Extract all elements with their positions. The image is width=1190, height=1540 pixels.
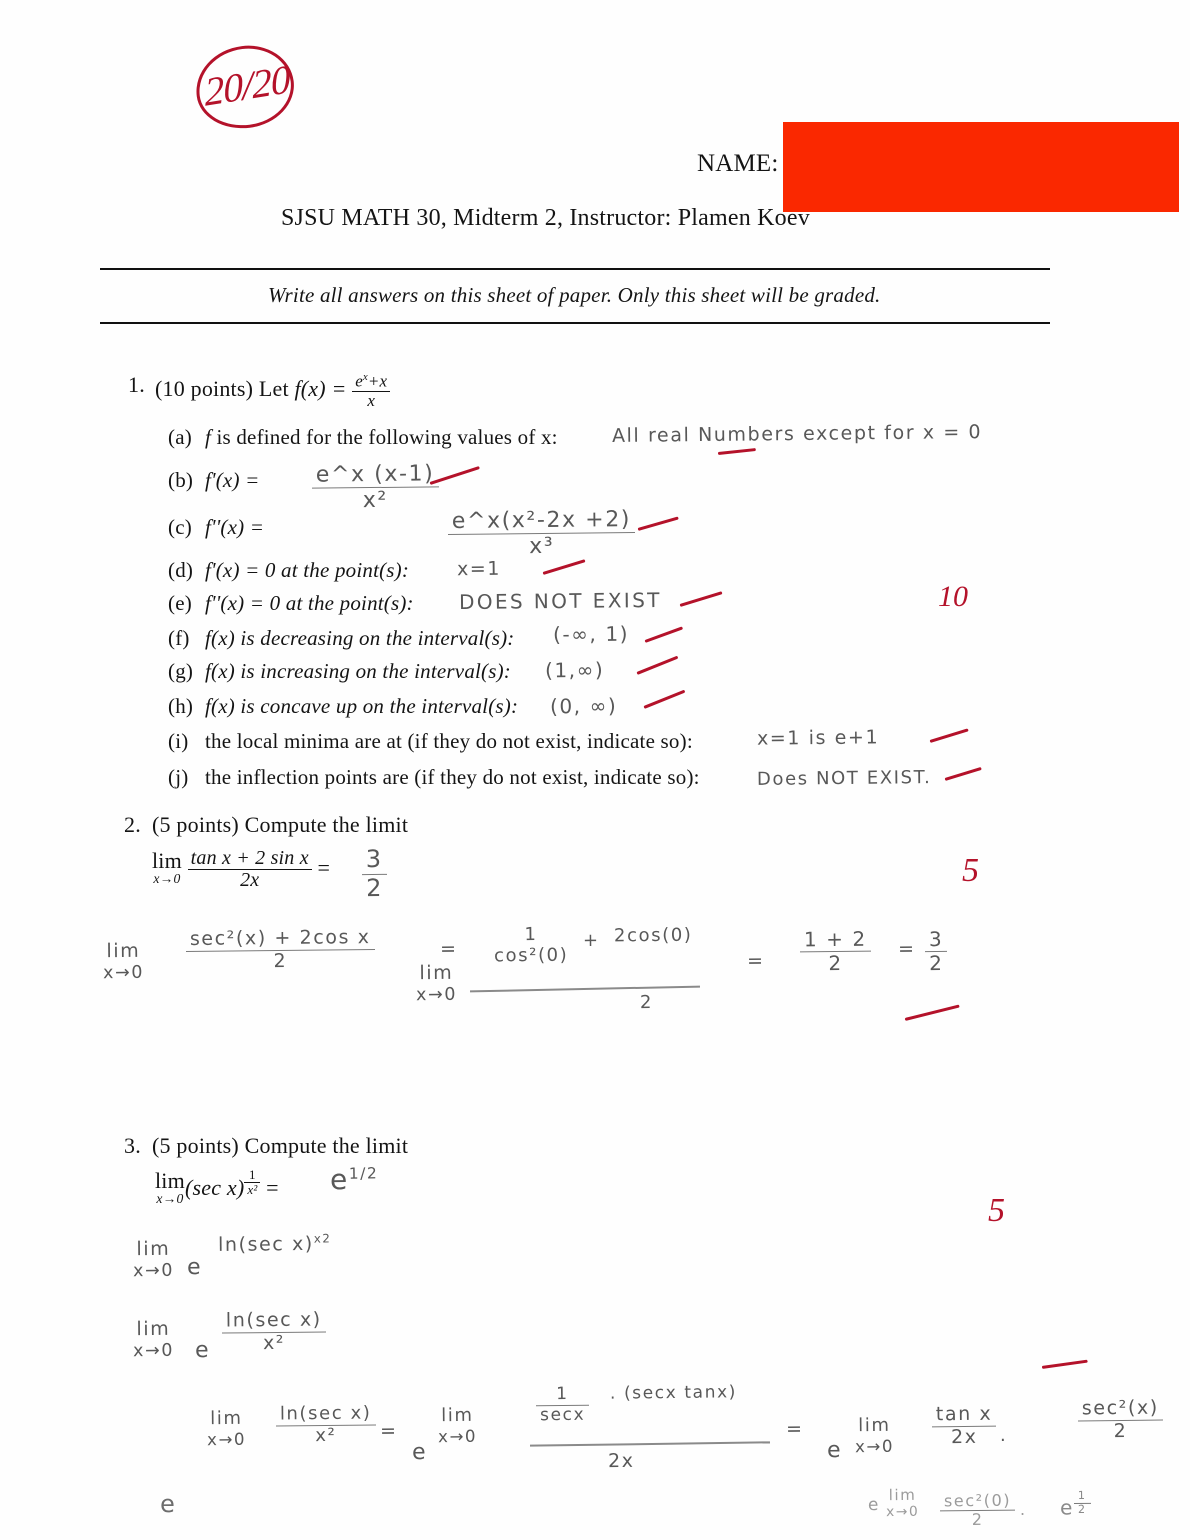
problem-2-work-result-num: 3 (928, 926, 944, 952)
problem-2-work-result-den: 2 (925, 951, 948, 975)
problem-2-work-inner-den: cos²(0) (493, 944, 569, 967)
problem-1-part-e-answer: DOES NOT EXIST (458, 587, 662, 615)
problem-2-work-equals-1: = (439, 937, 458, 961)
problem-3-work-step-6-den: 2 (1078, 1419, 1163, 1443)
problem-3-work-fraction-bar (530, 1441, 770, 1446)
problem-3-work-final-exp-den: 2 (1074, 1503, 1091, 1517)
problem-1-part-c-label: (c) (168, 515, 192, 539)
problem-3-work-step-7-frac (940, 1492, 1016, 1531)
problem-1-stem (155, 372, 390, 409)
problem-3-work-step-2-exponent (222, 1309, 326, 1355)
problem-1-part-d-text: f'(x) = 0 at the point(s): (205, 558, 410, 582)
grader-check-mark (930, 728, 969, 743)
problem-3-work-lim-2-op: lim (136, 1317, 171, 1341)
problem-2-work-inner-frac (490, 925, 573, 967)
problem-2-work-equals-2: = (746, 949, 765, 973)
grader-check-mark (718, 448, 756, 455)
problem-1-part-b-label: (b) (168, 468, 194, 492)
problem-1-part-a-prompt: is defined for the following values of x: (216, 425, 558, 449)
problem-2-work-lim-2-sub: x→0 (416, 984, 458, 1006)
problem-3-work-final-exp-num: 1 (1077, 1488, 1087, 1502)
name-label: NAME: (697, 150, 779, 177)
problem-2-score: 5 (962, 852, 979, 889)
problem-1-num-rest: +x (367, 371, 388, 391)
problem-3-prompt: Compute the limit (244, 1133, 409, 1158)
problem-3-work-step-5-equals: = (785, 1417, 804, 1441)
problem-1-part-b-denominator: x² (312, 487, 439, 515)
problem-1-part-g-label: (g) (168, 659, 194, 683)
problem-2-work-step-1-limit (103, 940, 144, 984)
problem-1-part-f-label: (f) (168, 626, 190, 650)
problem-3-answer-exponent: 1/2 (348, 1164, 379, 1183)
problem-1-part-a-label: (a) (168, 425, 192, 449)
problem-3-points: (5 points) (152, 1133, 239, 1158)
problem-3-answer-base: e (329, 1163, 350, 1197)
problem-2-limit-operator: lim x→0 (152, 847, 182, 886)
problem-2-prompt: Compute the limit (244, 812, 409, 837)
problem-3-work-step-7-base (868, 1495, 880, 1515)
problem-2-stem (152, 812, 408, 838)
problem-3-answer (330, 1163, 379, 1197)
problem-3-exponent-num: 1 (249, 1167, 256, 1182)
problem-3-work-step-7-fraction (940, 1492, 1016, 1531)
problem-3-limit-subscript: x→0 (156, 1190, 184, 1206)
problem-2-number: 2. (124, 812, 141, 837)
problem-2-work-result (925, 928, 948, 975)
problem-1-part-c-fraction (448, 507, 636, 561)
problem-3-work-step-4-inner-frac (536, 1385, 590, 1426)
name-redaction-box (783, 122, 1179, 212)
problem-2-work-lim-1 (103, 940, 144, 984)
problem-1-number: 1. (128, 372, 145, 397)
problem-1-part-j-text: the inflection points are (if they do not exist, indicate so): (205, 765, 700, 789)
instructions-line: Write all answers on this sheet of paper. Only this sheet will be graded. (268, 283, 881, 307)
problem-3-work-lim-5 (855, 1415, 894, 1457)
problem-3-work-step-7-limit (886, 1486, 920, 1521)
problem-1-part-c-denominator: x³ (448, 532, 635, 560)
problem-3-work-step-7-num: sec²(0) (943, 1490, 1012, 1511)
problem-1-part-i-label: (i) (168, 729, 189, 753)
problem-3-work-final-frac (1074, 1490, 1091, 1517)
problem-2-limit-expression (152, 848, 330, 891)
problem-1-part-d-answer: x=1 (456, 557, 502, 581)
grader-check-mark (643, 690, 685, 709)
problem-3-work-step-5-dot: . (999, 1424, 1008, 1447)
problem-3-work-step-1-exp-sup: x2 (313, 1231, 332, 1246)
problem-2-answer (362, 846, 387, 902)
problem-2-fraction (188, 848, 312, 891)
problem-1-part-a-text (205, 425, 558, 450)
problem-3-work-step-6-frac (1078, 1398, 1163, 1444)
problem-3-work-step-5-frac (932, 1404, 997, 1449)
problem-3-work-lim-4-op: lim (441, 1404, 474, 1427)
course-title-line: SJSU MATH 30, Midterm 2, Instructor: Plamen Koev (281, 205, 810, 231)
problem-2-work-equals-3: = (897, 937, 916, 961)
problem-3-work-step-4-den: 2x (607, 1449, 635, 1473)
problem-1-function: f(x) = (294, 376, 347, 402)
problem-2-work-plus-term: 2cos(0) (613, 924, 693, 947)
problem-3-work-lim-3 (207, 1408, 246, 1450)
problem-3-work-step-6-fraction (1078, 1398, 1163, 1444)
problem-1-part-h-label: (h) (168, 694, 194, 718)
problem-1-stem-prefix: Let (258, 376, 289, 402)
problem-2-work-frac-1-num: sec²(x) + 2cos x (189, 926, 371, 950)
problem-2-answer-numerator: 3 (365, 844, 383, 874)
problem-1-part-j-answer: Does NOT EXIST. (756, 767, 932, 790)
problem-3-work-lim-1-op: lim (136, 1237, 171, 1261)
problem-1-fraction-denominator: x (352, 391, 390, 410)
problem-1-fraction-numerator (352, 372, 390, 391)
problem-3-work-final-exponent (1074, 1488, 1091, 1516)
problem-1-fraction (352, 372, 390, 409)
problem-3-work-lim-1-sub: x→0 (133, 1260, 175, 1282)
problem-2-work-plus: + (582, 929, 600, 952)
problem-3-work-step-1-exp-body: ln(sec x) (217, 1232, 314, 1256)
problem-3-work-step-4-inner (536, 1385, 590, 1426)
problem-2-work-lim-2-op: lim (419, 961, 454, 985)
grader-check-mark (638, 516, 679, 530)
problem-3-work-step-2-limit (133, 1318, 174, 1362)
problem-3-limit-operator: lim x→0 (155, 1167, 185, 1206)
problem-1-num-e: e (355, 371, 363, 391)
problem-1-part-b-answer (312, 461, 439, 514)
problem-3-work-step-5-fraction (932, 1404, 997, 1449)
problem-3-work-lim-7-op: lim (888, 1485, 917, 1505)
grader-check-mark (636, 656, 678, 675)
problem-3-work-final-base: e (1059, 1495, 1075, 1520)
problem-2-work-inner-num: 1 (524, 923, 538, 946)
problem-3-work-step-1-base: e (186, 1254, 203, 1281)
problem-2-work-result-frac (925, 928, 948, 975)
header-rule-bottom (100, 322, 1050, 324)
problem-3-work-lim-1 (133, 1238, 174, 1282)
problem-2-numerator: tan x + 2 sin x (190, 847, 309, 869)
problem-3-work-step-3-frac (276, 1403, 376, 1446)
problem-3-work-lim-5-sub: x→0 (855, 1436, 895, 1456)
problem-3-work-step-3-num: ln(sec x) (279, 1402, 372, 1425)
problem-3-work-step-2-num: ln(sec x) (225, 1308, 322, 1332)
problem-3-limit-body: (sec x) (184, 1174, 245, 1200)
problem-2-denominator: 2x (188, 869, 312, 891)
problem-1-part-a-fvar: f (205, 425, 212, 449)
problem-3-work-step-4-base: e (411, 1439, 428, 1466)
problem-1-part-a-answer: All real Numbers except for x = 0 (611, 421, 983, 447)
problem-3-work-step-4-inner-num: 1 (556, 1383, 569, 1405)
problem-3-work-lim-5-op: lim (858, 1414, 891, 1437)
problem-1-part-h-text: f(x) is concave up on the interval(s): (205, 694, 519, 718)
grade-total-score: 20/20 (203, 56, 291, 115)
problem-2-work-frac-1-den: 2 (186, 949, 375, 974)
grade-circle-mark (196, 46, 294, 128)
problem-3-work-step-2-frac (222, 1309, 326, 1355)
problem-3-exponent-den: x² (244, 1182, 260, 1197)
problem-3-work-step-5-num: tan x (935, 1402, 993, 1426)
problem-3-work-lim-2-sub: x→0 (133, 1340, 175, 1362)
problem-2-work-step-3 (800, 928, 871, 976)
problem-3-equals: = (266, 1174, 279, 1200)
problem-3-work-step-4-limit (438, 1405, 477, 1447)
problem-1-part-b-text: f'(x) = (205, 468, 260, 492)
grader-check-mark (543, 559, 586, 575)
problem-3-work-step-6-num: sec²(x) (1081, 1396, 1159, 1420)
grader-check-mark (945, 767, 982, 781)
problem-1-part-g-text: f(x) is increasing on the interval(s): (205, 659, 511, 683)
problem-1-part-f-text: f(x) is decreasing on the interval(s): (205, 626, 515, 650)
problem-3-work-final-answer (1060, 1490, 1091, 1520)
problem-1-part-c-text: f''(x) = (205, 515, 265, 539)
problem-2-work-step-2-inner (490, 925, 573, 967)
problem-3-work-lim-3-sub: x→0 (207, 1429, 247, 1449)
problem-2-points: (5 points) (152, 812, 239, 837)
problem-1-part-b-numerator: e^x (x-1) (315, 461, 435, 488)
problem-3-work-step-7-dot: . (1019, 1499, 1027, 1520)
problem-1-part-e-label: (e) (168, 591, 192, 615)
problem-2-answer-denominator: 2 (362, 873, 387, 902)
problem-2-answer-fraction (362, 846, 387, 902)
problem-3-work-step-5-base: e (826, 1437, 843, 1464)
problem-3-work-step-3-fraction (276, 1403, 376, 1446)
problem-3-work-lim-2 (133, 1318, 174, 1362)
problem-3-number: 3. (124, 1133, 141, 1158)
problem-3-exponent-fraction (244, 1168, 260, 1196)
problem-3-work-lim-4-sub: x→0 (438, 1426, 478, 1446)
problem-1-part-i-text: the local minima are at (if they do not exist, indicate so): (205, 729, 693, 753)
problem-3-work-step-4-multiplier: . (secx tanx) (609, 1382, 738, 1404)
problem-3-work-step-3-limit (207, 1408, 246, 1450)
problem-2-work-lim-1-sub: x→0 (103, 962, 145, 984)
grader-check-mark (1042, 1360, 1088, 1369)
problem-2-work-outer-den: 2 (639, 991, 654, 1014)
grader-check-mark (905, 1004, 960, 1020)
problem-3-work-step-4-inner-den: secx (536, 1404, 589, 1425)
problem-2-work-final-frac (800, 928, 871, 976)
problem-2-work-final-num: 1 + 2 (803, 926, 867, 952)
problem-3-work-step-5-limit (855, 1415, 894, 1457)
problem-2-limit-subscript: x→0 (153, 870, 181, 886)
problem-2-work-lim-2 (416, 962, 457, 1006)
problem-1-points: (10 points) (155, 376, 254, 402)
problem-1-part-i-answer: x=1 is e+1 (756, 726, 880, 750)
problem-1-part-b-fraction (312, 461, 439, 514)
problem-1-part-d-label: (d) (168, 558, 194, 582)
problem-1-part-g-answer: (1,∞) (544, 657, 605, 683)
problem-3-work-lim-4 (438, 1405, 477, 1447)
problem-1-part-j-label: (j) (168, 765, 189, 789)
grader-check-mark (644, 626, 683, 642)
problem-3-work-step-1-exponent (218, 1231, 332, 1256)
problem-3-work-step-7-den: 2 (940, 1510, 1015, 1530)
problem-1-part-e-text: f''(x) = 0 at the point(s): (205, 591, 414, 615)
problem-1-part-f-answer: (-∞, 1) (552, 621, 630, 647)
problem-3-work-step-1-limit (133, 1238, 174, 1282)
problem-2-work-frac-1 (186, 927, 375, 974)
problem-3-work-step-3-den: x² (276, 1424, 376, 1447)
problem-3-work-step-2-base: e (194, 1337, 211, 1364)
problem-2-work-final-den: 2 (800, 951, 871, 976)
problem-1-part-c-numerator: e^x(x²-2x +2) (451, 507, 632, 534)
problem-2-work-lim-1-op: lim (106, 939, 141, 963)
problem-3-work-step-7-base-letter: e (867, 1494, 881, 1516)
problem-2-work-fraction-bar (470, 986, 700, 993)
problem-1-part-h-answer: (0, ∞) (549, 693, 618, 719)
problem-1-score: 10 (938, 580, 968, 613)
problem-3-work-step-3-equals: = (379, 1419, 398, 1443)
problem-3-work-lim-7-sub: x→0 (886, 1503, 920, 1521)
problem-1-num-exp: x (363, 372, 368, 383)
problem-3-work-trailing-e: e (159, 1489, 177, 1519)
problem-3-limit-expression (155, 1168, 279, 1205)
problem-2-work-step-1-fraction (186, 927, 375, 974)
grader-check-mark (680, 591, 723, 607)
header-rule-top (100, 268, 1050, 270)
problem-3-work-step-2-den: x² (222, 1331, 326, 1355)
problem-3-work-step-5-den: 2x (932, 1426, 997, 1450)
problem-3-stem (152, 1133, 408, 1159)
problem-2-work-step-2-limit (416, 962, 457, 1006)
problem-3-work-lim-7 (886, 1486, 920, 1521)
problem-3-limit-exponent (244, 1167, 260, 1197)
problem-3-score: 5 (988, 1192, 1005, 1229)
problem-2-equals: = (317, 855, 331, 880)
problem-3-work-lim-3-op: lim (210, 1407, 243, 1430)
problem-1-part-c-answer (448, 507, 636, 561)
